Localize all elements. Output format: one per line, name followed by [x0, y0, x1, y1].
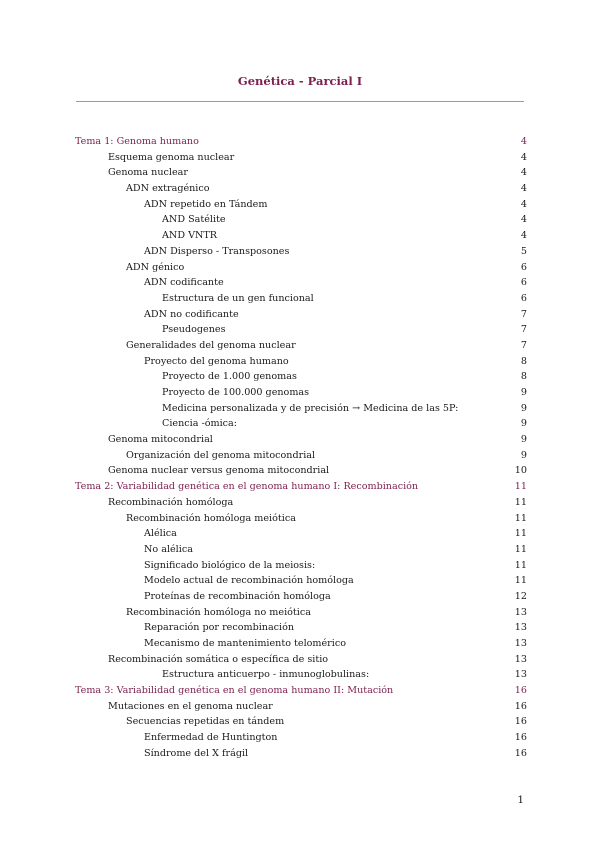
toc-entry[interactable] [0, 338, 600, 354]
toc-entry[interactable] [0, 401, 600, 417]
toc-entry[interactable] [0, 416, 600, 432]
toc-entry[interactable] [0, 212, 600, 228]
toc-entry-label: ADN extragénico [126, 183, 210, 195]
toc-entry[interactable] [0, 636, 600, 652]
toc-entry-label: Síndrome del X frágil [144, 747, 249, 759]
toc-entry[interactable] [0, 746, 600, 762]
toc-entry[interactable] [0, 714, 600, 730]
toc-entry[interactable] [0, 307, 600, 323]
toc-entry-page: 5 [520, 245, 527, 257]
toc-entry-page: 11 [514, 528, 527, 540]
toc-entry[interactable] [0, 558, 600, 574]
toc-entry[interactable] [0, 369, 600, 385]
toc-entry-page: 11 [514, 496, 527, 508]
toc-entry-label: Recombinación somática o específica de sitio [108, 653, 329, 665]
toc-entry[interactable] [0, 181, 600, 197]
toc-entry[interactable] [0, 354, 600, 370]
toc-entry-page: 16 [514, 747, 527, 759]
toc-entry[interactable] [0, 432, 600, 448]
toc-entry[interactable] [0, 526, 600, 542]
toc-entry-page: 11 [514, 575, 527, 587]
toc-entry[interactable] [0, 165, 600, 181]
toc-entry-label: Recombinación homóloga meiótica [126, 512, 296, 524]
toc-entry-page: 9 [520, 418, 527, 430]
toc-entry-label: AND VNTR [162, 230, 218, 242]
toc-entry[interactable] [0, 605, 600, 621]
toc-entry-label: Medicina personalizada y de precisión → Medicina de las 5P: [162, 402, 459, 414]
toc-entry-label: Recombinación homóloga [108, 496, 234, 508]
table-of-contents [0, 134, 600, 762]
toc-entry-label: Proyecto de 1.000 genomas [162, 371, 297, 383]
toc-entry[interactable] [0, 730, 600, 746]
toc-entry[interactable] [0, 652, 600, 668]
toc-entry-label: Proyecto del genoma humano [144, 355, 289, 367]
toc-entry-label: Genoma mitocondrial [108, 434, 213, 446]
toc-entry-page: 6 [520, 277, 527, 289]
toc-entry[interactable] [0, 260, 600, 276]
toc-entry-page: 10 [514, 465, 527, 477]
toc-entry-label: Proyecto de 100.000 genomas [162, 387, 310, 398]
toc-entry-label: Modelo actual de recombinación homóloga [144, 575, 354, 587]
document-title: Genética - Parcial I [237, 74, 363, 88]
toc-entry-label: Tema 3: Variabilidad genética en el genoma humano II: Mutación [75, 685, 394, 697]
toc-entry[interactable] [0, 511, 600, 527]
toc-entry-label: Proteínas de recombinación homóloga [144, 590, 331, 602]
toc-entry-label: Mutaciones en el genoma nuclear [108, 700, 273, 712]
toc-entry-label: Tema 2: Variabilidad genética en el genoma humano I: Recombinación [75, 481, 419, 493]
toc-entry-page: 6 [520, 292, 527, 304]
toc-entry-label: ADN codificante [144, 277, 224, 289]
toc-entry-page: 13 [514, 622, 527, 634]
toc-entry-label: ADN génico [126, 261, 185, 273]
toc-entry-label: Organización del genoma mitocondrial [126, 449, 316, 461]
toc-entry-page: 4 [520, 198, 527, 210]
page-number: 1 [517, 794, 524, 806]
toc-entry-page: 16 [514, 700, 527, 712]
toc-entry-label: Generalidades del genoma nuclear [126, 339, 296, 351]
toc-entry-label: ADN Disperso - Transposones [144, 245, 290, 257]
toc-entry-page: 12 [514, 590, 527, 602]
toc-entry-label: Pseudogenes [162, 324, 226, 336]
toc-entry[interactable] [0, 667, 600, 683]
toc-entry-page: 4 [520, 183, 527, 195]
toc-entry-page: 11 [514, 512, 527, 524]
toc-entry-page: 9 [520, 449, 527, 461]
toc-entry-label: Recombinación homóloga no meiótica [126, 606, 311, 618]
toc-entry-page: 4 [520, 167, 527, 179]
toc-entry-page: 8 [520, 371, 527, 383]
toc-entry-label: Esquema genoma nuclear [108, 151, 235, 163]
toc-entry[interactable] [0, 291, 600, 307]
toc-chapter-entry[interactable] [0, 683, 600, 699]
toc-entry[interactable] [0, 699, 600, 715]
toc-entry-label: ADN repetido en Tándem [144, 198, 268, 210]
toc-entry-label: Enfermedad de Huntington [144, 732, 278, 744]
toc-entry-page: 11 [514, 543, 527, 555]
toc-entry[interactable] [0, 573, 600, 589]
toc-entry[interactable] [0, 150, 600, 166]
toc-entry-page: 8 [520, 355, 527, 367]
toc-entry-page: 11 [514, 481, 527, 493]
toc-entry-label: AND Satélite [162, 214, 226, 226]
toc-entry-page: 9 [520, 387, 527, 398]
toc-entry[interactable] [0, 448, 600, 464]
toc-entry-page: 11 [514, 559, 527, 571]
toc-chapter-entry[interactable] [0, 134, 600, 150]
toc-entry-page: 9 [520, 402, 527, 414]
toc-entry-page: 13 [514, 606, 527, 618]
toc-entry-label: No alélica [144, 543, 193, 555]
toc-entry-label: Tema 1: Genoma humano [75, 136, 199, 147]
toc-chapter-entry[interactable] [0, 479, 600, 495]
toc-entry-page: 9 [520, 434, 527, 446]
toc-entry-label: Genoma nuclear versus genoma mitocondrial [108, 465, 330, 477]
toc-entry-label: Mecanismo de mantenimiento telomérico [144, 638, 346, 649]
toc-entry[interactable] [0, 589, 600, 605]
toc-entry-page: 4 [520, 136, 527, 147]
title-divider [76, 101, 524, 102]
toc-entry[interactable] [0, 322, 600, 338]
toc-entry-label: Estructura de un gen funcional [162, 292, 314, 304]
toc-entry-label: Genoma nuclear [108, 167, 188, 179]
toc-entry[interactable] [0, 385, 600, 401]
toc-entry-label: Significado biológico de la meiosis: [144, 559, 316, 571]
toc-entry-page: 16 [514, 732, 527, 744]
toc-entry-page: 7 [520, 339, 527, 351]
toc-entry[interactable] [0, 463, 600, 479]
toc-entry[interactable] [0, 197, 600, 213]
toc-entry[interactable] [0, 275, 600, 291]
toc-entry-label: Secuencias repetidas en tándem [126, 716, 285, 728]
toc-entry-page: 4 [520, 214, 527, 226]
toc-entry[interactable] [0, 228, 600, 244]
toc-entry-label: ADN no codificante [144, 308, 239, 320]
toc-entry-page: 13 [514, 638, 527, 649]
toc-entry-page: 7 [520, 308, 527, 320]
toc-entry-label: Ciencia -ómica: [162, 418, 237, 430]
toc-entry-page: 6 [520, 261, 527, 273]
toc-entry-label: Alélica [144, 528, 177, 540]
toc-entry[interactable] [0, 244, 600, 260]
toc-entry[interactable] [0, 542, 600, 558]
toc-entry-page: 7 [520, 324, 527, 336]
toc-entry-page: 4 [520, 151, 527, 163]
toc-entry-page: 13 [514, 669, 527, 681]
toc-entry[interactable] [0, 495, 600, 511]
toc-entry-label: Reparación por recombinación [144, 622, 295, 634]
toc-entry-page: 4 [520, 230, 527, 242]
toc-entry-page: 16 [514, 685, 527, 697]
toc-entry-page: 13 [514, 653, 527, 665]
toc-entry-page: 16 [514, 716, 527, 728]
toc-entry[interactable] [0, 620, 600, 636]
toc-entry-label: Estructura anticuerpo - inmunoglobulinas: [162, 669, 370, 681]
